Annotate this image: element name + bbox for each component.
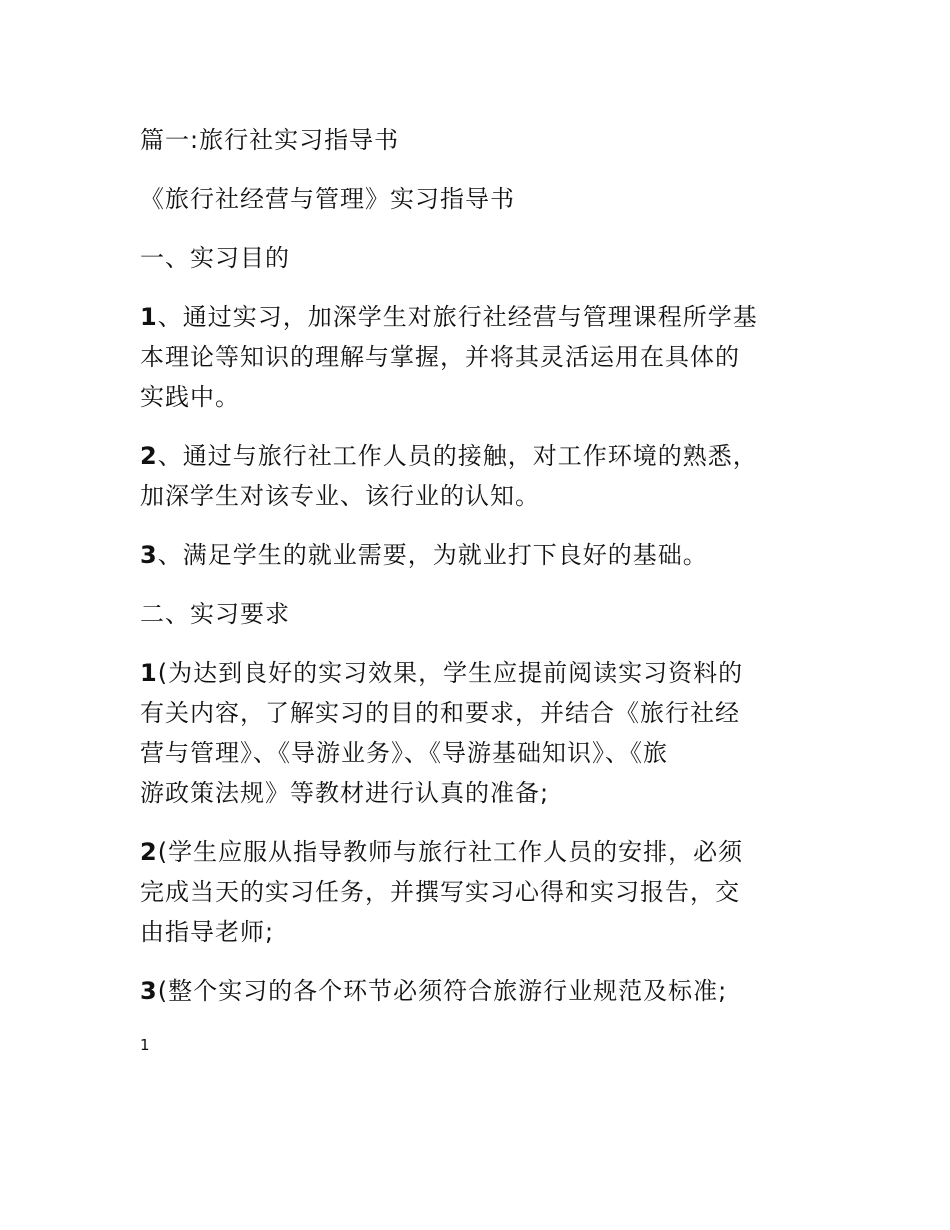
item-number: 1 (140, 659, 158, 687)
requirement-item-3: 3(整个实习的各个环节必须符合旅游行业规范及标准; (140, 977, 728, 1005)
page-number: 1 (140, 1036, 150, 1054)
item-number: 2 (140, 442, 158, 470)
purpose-item-2: 2、通过与旅行社工作人员的接触，对工作环境的熟悉， 加深学生对该专业、该行业的认知。 (140, 442, 758, 510)
document-body (140, 120, 820, 1030)
purpose-item-3: 3、满足学生的就业需要，为就业打下良好的基础。 (140, 541, 708, 569)
section-heading-purpose: 一、实习目的 (140, 244, 290, 272)
item-number: 2 (140, 838, 158, 866)
item-number: 1 (140, 303, 158, 331)
section-heading-requirements: 二、实习要求 (140, 600, 290, 628)
requirement-item-1: 1(为达到良好的实习效果，学生应提前阅读实习资料的 有关内容，了解实习的目的和要求，并结合《旅行社经 营与管理》、《导游业务》、《导游基础知识》、《旅 游政策法规》等教材进行认真的准备; (140, 659, 744, 807)
item-number: 3 (140, 977, 158, 1005)
document-subtitle: 《旅行社经营与管理》实习指导书 (140, 185, 515, 213)
requirement-item-2: 2(学生应服从指导教师与旅行社工作人员的安排，必须 完成当天的实习任务，并撰写实习心得和实习报告，交 由指导老师; (140, 838, 744, 946)
document-title: 篇一:旅行社实习指导书 (140, 126, 400, 154)
item-number: 3 (140, 541, 158, 569)
purpose-item-1: 1、通过实习，加深学生对旅行社经营与管理课程所学基 本理论等知识的理解与掌握，并将其灵活运用在具体的 实践中。 (140, 303, 758, 411)
